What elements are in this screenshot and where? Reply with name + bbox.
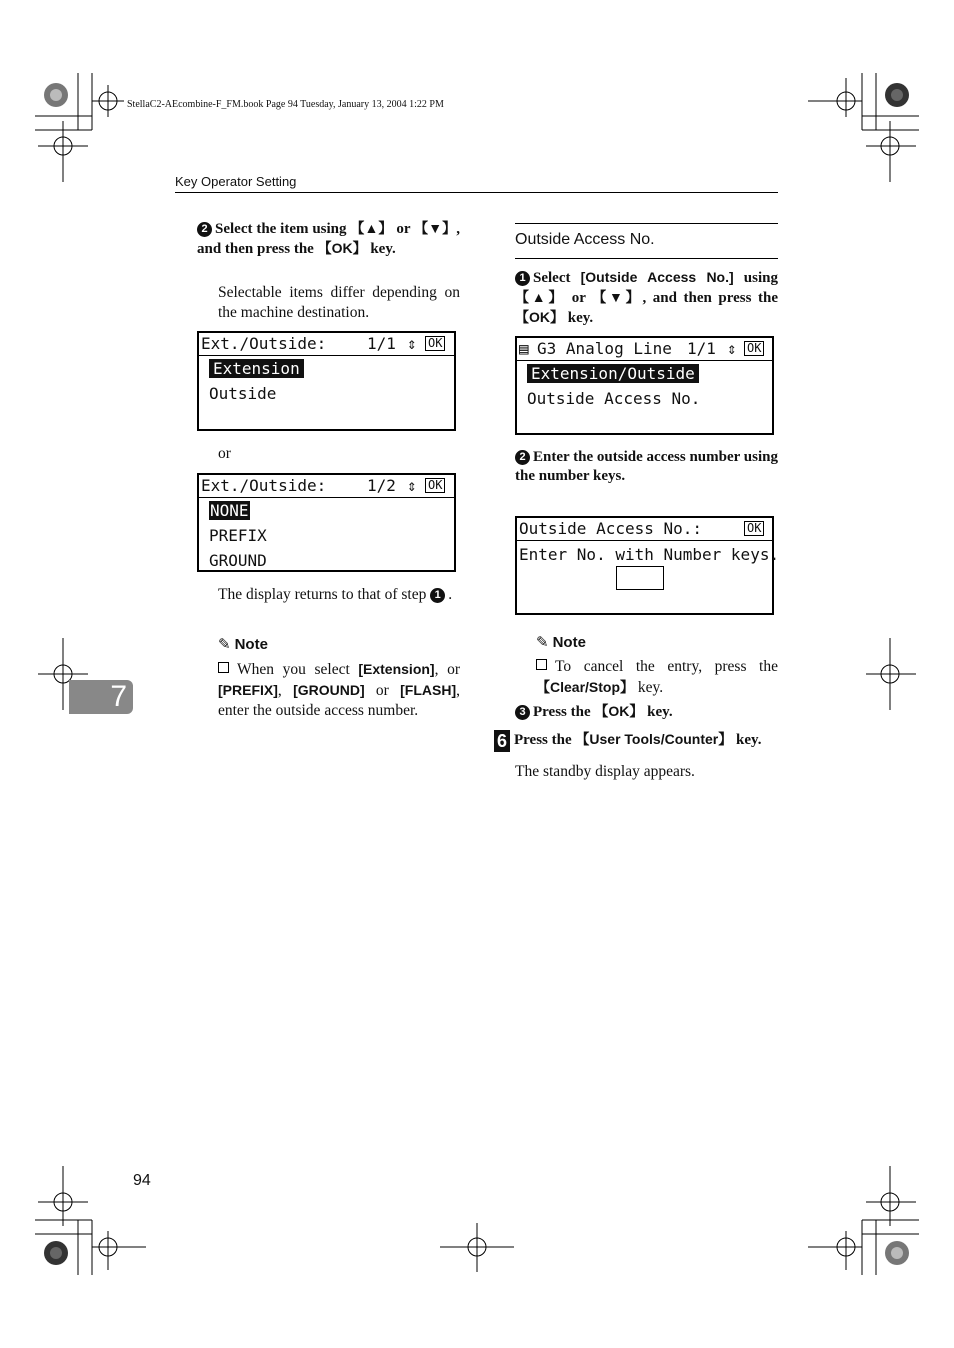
ok-icon: OK [425,478,445,493]
ok-icon: OK [425,336,445,351]
lcd-title-bar [517,518,772,541]
up-down-arrows-icon: ⇕ [407,334,417,353]
chapter-tab: 7 [69,680,133,714]
pencil-icon: ✎ [536,635,549,651]
step-1-select-outside: 1 Select [Outside Access No.] using 【▲】 or 【▼】, and then press the 【OK】 key. [515,269,778,326]
note-item: To cancel the entry, press the 【Clear/Stop】 key. [536,658,778,696]
lcd-item: GROUND [209,551,267,570]
step-number-box: 6 [494,730,510,752]
step-number: 2 [197,222,212,237]
step-2-select-item: 2 Select the item using 【▲】 or 【▼】, and then press the 【OK】 key. [197,220,461,257]
lcd-g3-analog-line [515,336,774,435]
checkbox-bullet-icon [218,662,229,673]
lcd-title: Outside Access No.: [519,519,703,538]
step-number: 3 [515,705,530,720]
step-3-press-ok: 3 Press the 【OK】 key. [515,702,778,722]
note-heading: ✎ Note [536,634,586,651]
step-number: 1 [515,271,530,286]
step-6-press-user-tools: 6 Press the 【User Tools/Counter】 key. [494,730,778,752]
up-down-arrows-icon: ⇕ [727,339,737,358]
lcd-item-selected: Extension [209,359,304,378]
lcd-item: Outside Access No. [527,389,701,408]
number-entry-field[interactable] [616,566,664,590]
checkbox-bullet-icon [536,659,547,670]
lcd-instruction: Enter No. with Number keys. [519,545,780,564]
lcd-title-bar [517,338,772,361]
returns-note: The display returns to that of step 1 . [218,586,453,603]
lcd-title: G3 Analog Line [537,339,672,358]
standby-note: The standby display appears. [515,763,695,780]
or-text: or [218,445,231,462]
ok-icon: OK [744,341,764,356]
lcd-item-selected: Extension/Outside [527,364,699,383]
fax-line-icon: ▤ [519,339,529,358]
lcd-title: Ext./Outside: [201,476,327,495]
lcd-item-selected: NONE [210,501,249,520]
pencil-icon: ✎ [218,637,231,653]
note-heading: ✎ Note [218,636,268,653]
header-rule [175,192,778,193]
selectable-note: Selectable items differ depending on the machine destination. [218,284,460,321]
lcd-title-bar [199,475,454,498]
section-rule-top [515,223,778,224]
ok-icon: OK [744,521,764,536]
lcd-title: Ext./Outside: [201,334,327,353]
print-line: StellaC2-AEcombine-F_FM.book Page 94 Tuesday, January 13, 2004 1:22 PM [127,99,444,110]
up-down-arrows-icon: ⇕ [407,476,417,495]
section-rule-bottom [515,258,778,259]
lcd-ext-outside-1 [197,331,456,431]
lcd-page: 1/1 [367,334,396,353]
lcd-ext-outside-2 [197,473,456,572]
running-header: Key Operator Setting [175,174,297,189]
lcd-title-bar [199,333,454,356]
step-2-enter-number: 2 Enter the outside access number using the number keys. [515,449,778,484]
lcd-item: Outside [209,384,277,403]
lcd-outside-access-entry [515,516,780,615]
page-number: 94 [133,1172,151,1189]
lcd-page: 1/2 [367,476,396,495]
step-ref-number: 1 [430,588,445,603]
note-item: When you select [Extension], or [PREFIX], [GROUND] or [FLASH], enter the outside access number. [218,661,460,719]
step-number: 2 [515,450,530,465]
lcd-item: PREFIX [209,526,267,545]
lcd-page: 1/1 [687,339,716,358]
section-title: Outside Access No. [515,231,655,248]
